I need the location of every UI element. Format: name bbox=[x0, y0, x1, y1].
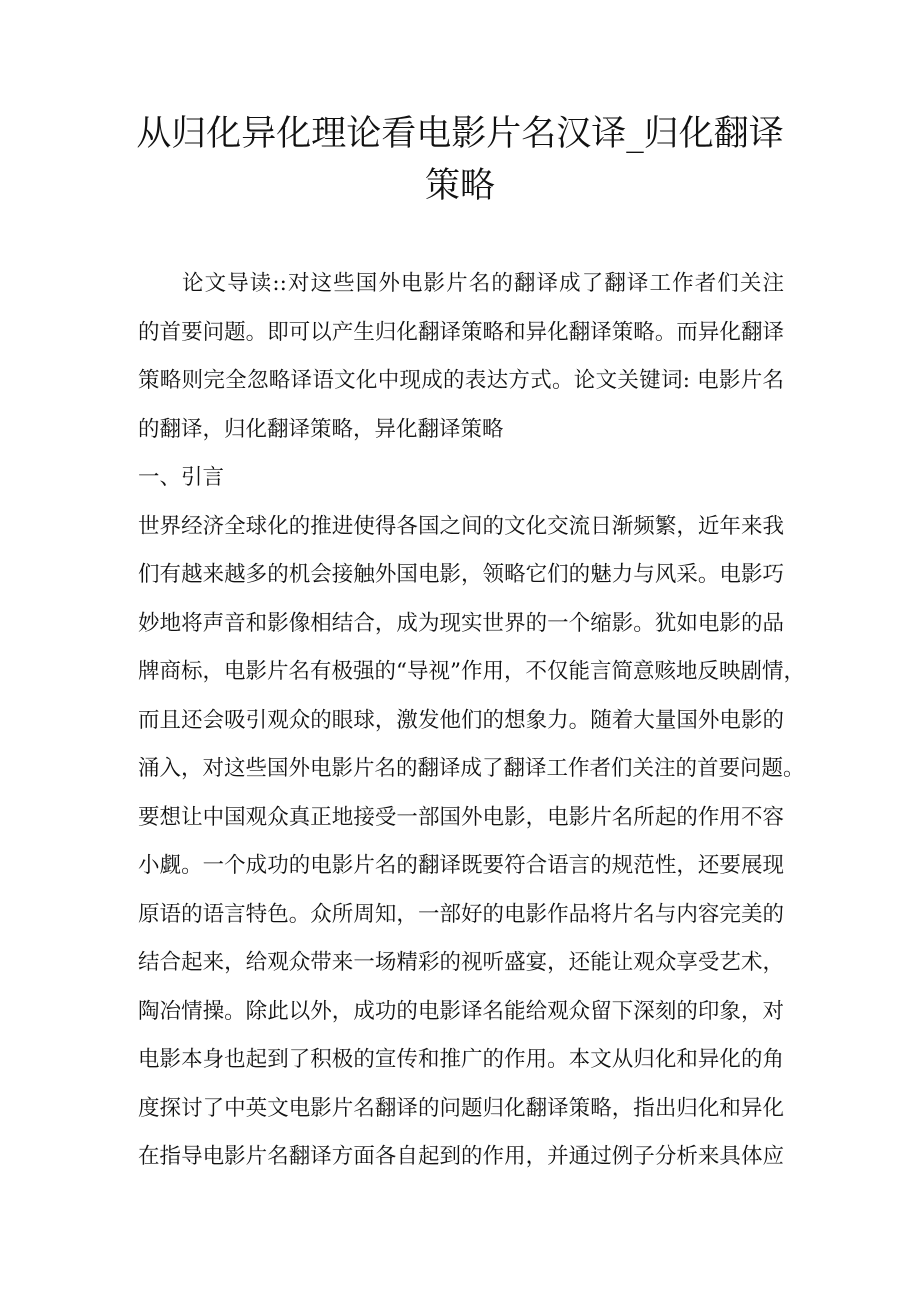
paragraph-line: 度探讨了中英文电影片名翻译的问题归化翻译策略，指出归化和异化 bbox=[138, 1095, 784, 1121]
intro-paragraph bbox=[138, 507, 805, 1186]
abstract-line: 论文导读::对这些国外电影片名的翻译成了翻译工作者们关注 bbox=[182, 271, 784, 296]
paragraph-line: 牌商标，电影片名有极强的“导视”作用，不仅能言简意赅地反映剧情， bbox=[138, 659, 805, 684]
title-line-1: 从归化异化理论看电影片名汉译_归化翻译 bbox=[136, 114, 784, 154]
abstract-block bbox=[138, 264, 784, 458]
paragraph-line: 要想让中国观众真正地接受一部国外电影，电影片名所起的作用不容 bbox=[138, 804, 784, 830]
paragraph-line: 小觑。一个成功的电影片名的翻译既要符合语言的规范性，还要展现 bbox=[138, 853, 784, 878]
document-title bbox=[120, 108, 800, 212]
paragraph-line: 们有越来越多的机会接触外国电影，领略它们的魅力与风采。电影巧 bbox=[138, 562, 784, 587]
document-body bbox=[138, 264, 805, 1186]
paragraph-line: 而且还会吸引观众的眼球，激发他们的想象力。随着大量国外电影的 bbox=[138, 707, 784, 733]
abstract-line: 的翻译，归化翻译策略，异化翻译策略 bbox=[138, 416, 504, 442]
paragraph-line: 结合起来，给观众带来一场精彩的视听盛宴，还能让观众享受艺术， bbox=[138, 950, 784, 975]
paragraph-line: 涌入，对这些国外电影片名的翻译成了翻译工作者们关注的首要问题。 bbox=[138, 756, 805, 781]
paragraph-line: 世界经济全球化的推进使得各国之间的文化交流日渐频繁，近年来我 bbox=[138, 513, 784, 539]
paragraph-line: 在指导电影片名翻译方面各自起到的作用，并通过例子分析来具体应 bbox=[138, 1144, 784, 1169]
abstract-line: 的首要问题。即可以产生归化翻译策略和异化翻译策略。而异化翻译 bbox=[138, 319, 784, 345]
paragraph-line: 电影本身也起到了积极的宣传和推广的作用。本文从归化和异化的角 bbox=[138, 1047, 784, 1072]
paragraph-line: 陶冶情操。除此以外，成功的电影译名能给观众留下深刻的印象，对 bbox=[138, 998, 784, 1024]
title-line-2: 策略 bbox=[424, 166, 495, 206]
section-heading: 一、引言 bbox=[138, 465, 225, 490]
abstract-line: 策略则完全忽略译语文化中现成的表达方式。论文关键词: 电影片名 bbox=[138, 368, 784, 393]
paragraph-line: 妙地将声音和影像相结合，成为现实世界的一个缩影。犹如电影的品 bbox=[138, 610, 784, 636]
paragraph-line: 原语的语言特色。众所周知，一部好的电影作品将片名与内容完美的 bbox=[138, 901, 784, 927]
